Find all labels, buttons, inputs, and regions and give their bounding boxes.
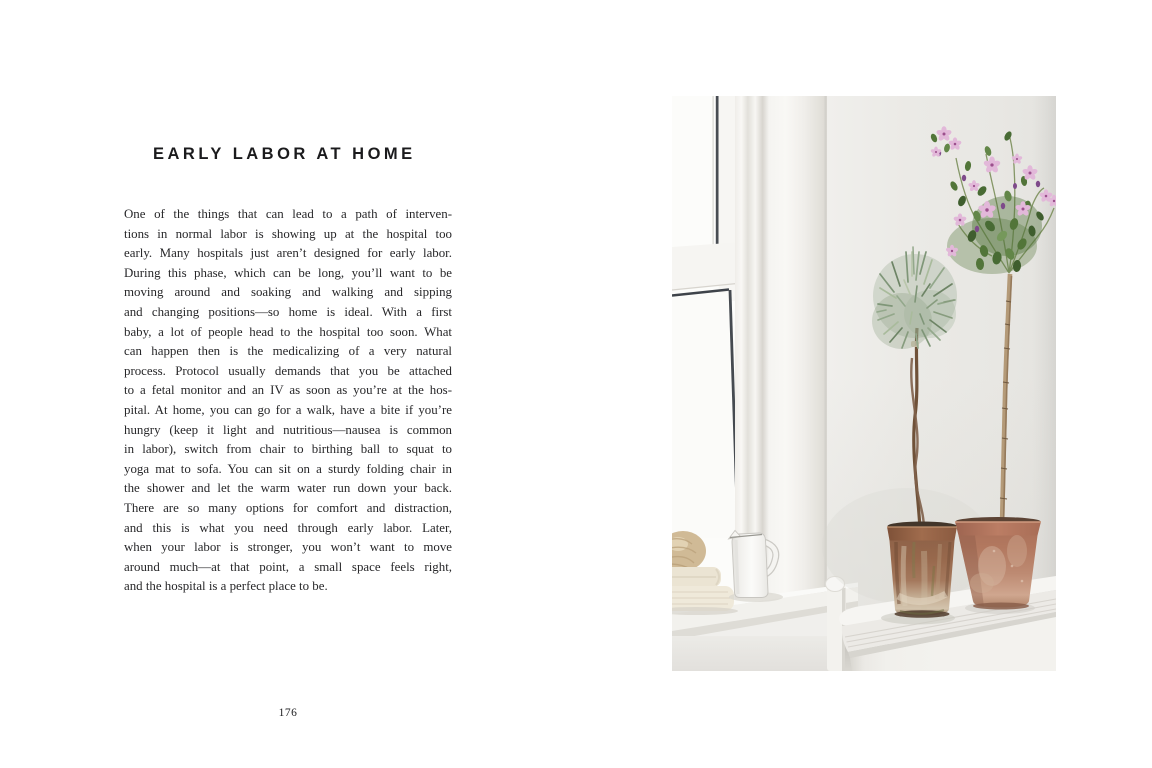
- body-line: One of the things that can lead to a path of interven-: [124, 207, 452, 221]
- bathroom-plants-photo: [672, 96, 1056, 671]
- body-line: hungry (keep it light and nutritious—nausea is common: [124, 422, 452, 437]
- photo-illustration: [672, 96, 1056, 671]
- window-trim: [735, 96, 827, 608]
- body-line: moving around and soaking and walking and sipping: [124, 285, 452, 300]
- body-line: yoga mat to sofa. You can sit on a sturdy folding chair in: [124, 461, 452, 476]
- body-line: and the hospital is a perfect place to be.: [124, 579, 328, 594]
- body-paragraph: [124, 205, 452, 597]
- body-line: tions in normal labor is showing up at the hospital too: [124, 226, 452, 241]
- body-line: During this phase, which can be long, you’ll want to be: [124, 265, 452, 280]
- body-line: and changing positions—so home is ideal. With a first: [124, 304, 452, 319]
- body-line: can happen then is the medicalizing of a very natural: [124, 344, 452, 359]
- body-line: baby, a lot of people head to the hospital too soon. What: [124, 324, 452, 339]
- body-line: to a fetal monitor and an IV as soon as you’re at the hos-: [124, 383, 452, 398]
- body-line: pital. At home, you can go for a walk, have a bite if you’re: [124, 402, 452, 417]
- body-line: the shower and let the warm water run down your back.: [124, 481, 452, 496]
- body-line: There are so many options for comfort and distraction,: [124, 500, 452, 515]
- body-line: and this is what you need through early labor. Later,: [124, 520, 452, 535]
- terracotta-pot-left: [887, 522, 957, 618]
- body-line: when your labor is stronger, you won’t want to move: [124, 540, 452, 555]
- body-line: around much—at that point, a small space feels right,: [124, 559, 452, 574]
- body-line: in labor), switch from chair to birthing ball to squat to: [124, 442, 452, 457]
- chapter-heading: EARLY LABOR AT HOME: [153, 145, 416, 163]
- sash-line-upper: [716, 96, 719, 248]
- page-number: 176: [278, 707, 298, 719]
- body-line: early. Many hospitals just aren’t designed for early labor.: [124, 246, 452, 261]
- meeting-rail: [672, 242, 742, 290]
- body-line: process. Protocol usually demands that you be attached: [124, 363, 452, 378]
